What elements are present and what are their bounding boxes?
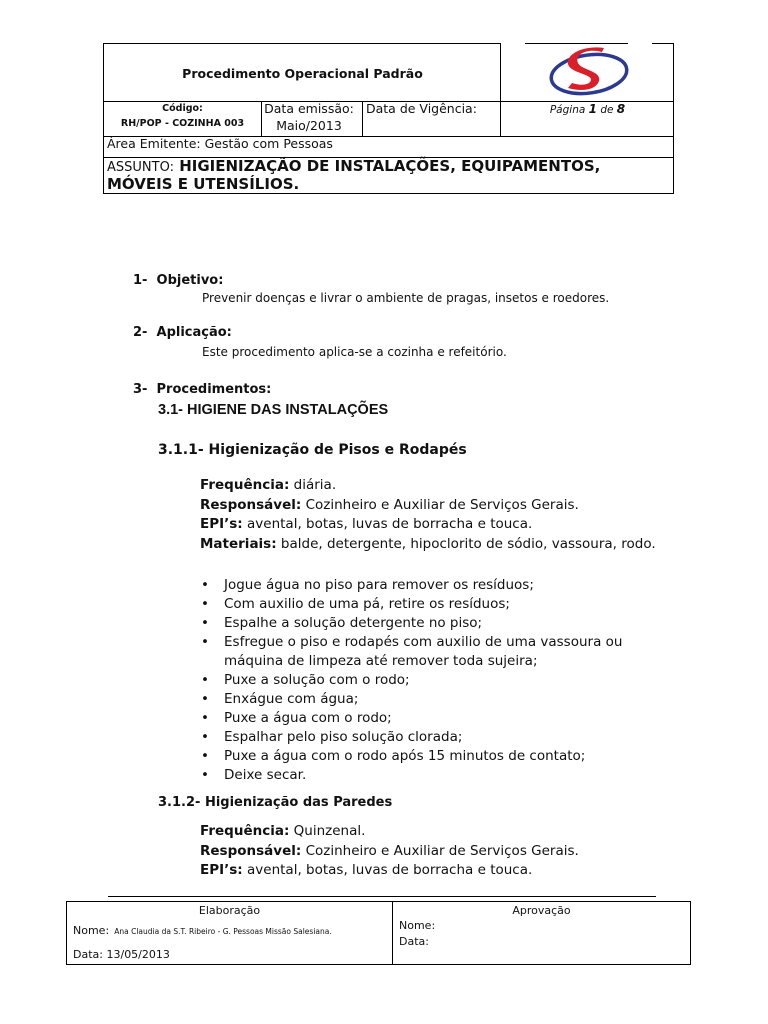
codigo-value: RH/POP - COZINHA 003 xyxy=(120,118,245,129)
list-item: • Esfregue o piso e rodapés com auxilio de uma vassoura ou máquina de limpeza até remover toda sujeira; xyxy=(198,633,638,671)
list-item: • Enxágue com água; xyxy=(198,690,638,709)
frequencia-label: Frequência: xyxy=(200,823,290,839)
pisos-steps-list xyxy=(198,576,638,785)
section-number: 2- xyxy=(133,325,148,340)
list-item: • Puxe a água com o rodo; xyxy=(198,709,638,728)
pagina-atual: 1 xyxy=(588,102,597,116)
subsection-3-1-2-heading xyxy=(158,795,392,810)
materiais-value: balde, detergente, hipoclorito de sódio, vassoura, rodo. xyxy=(280,535,656,552)
document-title: Procedimento Operacional Padrão xyxy=(182,65,423,81)
aprovacao-label: Aprovação xyxy=(512,904,571,917)
border-gap xyxy=(501,42,525,45)
subsection-title: Higienização de Pisos e Rodapés xyxy=(208,442,467,458)
list-item: • Puxe a água com o rodo após 15 minutos de contato; xyxy=(198,747,638,766)
subsection-title: HIGIENE DAS INSTALAÇÕES xyxy=(187,402,389,418)
page-indicator xyxy=(501,102,674,116)
section-title: Procedimentos: xyxy=(156,382,272,397)
nome-value: Ana Claudia da S.T. Ribeiro - G. Pessoas Missão Salesiana. xyxy=(114,927,332,936)
aprovacao-nome-label: Nome: xyxy=(399,919,436,932)
epis-value: avental, botas, luvas de borracha e touca. xyxy=(247,516,533,532)
pisos-details xyxy=(200,476,720,554)
list-item: • Deixe secar. xyxy=(198,766,638,785)
section-number: 1- xyxy=(133,273,148,288)
logo-mark-icon xyxy=(544,46,634,100)
subsection-title: Higienização das Paredes xyxy=(204,795,393,810)
responsavel-row xyxy=(200,496,720,516)
assunto xyxy=(107,158,667,193)
list-item: • Espalhe a solução detergente no piso; xyxy=(198,614,638,633)
frequencia-row xyxy=(200,476,720,496)
subsection-number: 3.1.2- xyxy=(158,795,201,810)
pagina-total: 8 xyxy=(616,102,626,116)
responsavel-value: Cozinheiro e Auxiliar de Serviços Gerais. xyxy=(305,496,579,513)
pagina-label: Página xyxy=(549,104,586,116)
section-title: Aplicação: xyxy=(156,325,232,340)
data-emissao-value: Maio/2013 xyxy=(276,118,342,133)
nome-label: Nome: xyxy=(73,924,110,937)
pagina-de: de xyxy=(600,104,614,116)
data-label: Data: xyxy=(73,948,103,961)
list-item: • Com auxilio de uma pá, retire os resíduos; xyxy=(198,595,638,614)
section-objetivo-heading xyxy=(133,273,223,288)
company-logo xyxy=(544,46,634,100)
responsavel-value: Cozinheiro e Auxiliar de Serviços Gerais. xyxy=(305,842,579,859)
section-aplicacao-heading xyxy=(133,325,232,340)
frequencia-value: diária. xyxy=(293,477,337,493)
data-vigencia-label: Data de Vigência: xyxy=(366,101,477,116)
subsection-3-1-heading xyxy=(158,402,388,418)
frequencia-value: Quinzenal. xyxy=(293,823,366,839)
codigo-label: Código: xyxy=(162,103,203,114)
responsavel-label: Responsável: xyxy=(200,496,302,513)
data-emissao-label: Data emissão: xyxy=(264,101,354,116)
subsection-3-1-1-heading xyxy=(158,442,467,458)
subsection-number: 3.1- xyxy=(158,402,183,418)
epis-label: EPI’s: xyxy=(200,862,243,878)
list-item: • Jogue água no piso para remover os resíduos; xyxy=(198,576,638,595)
section-procedimentos-heading xyxy=(133,382,271,397)
border-gap xyxy=(628,42,652,45)
divider xyxy=(362,101,363,136)
materiais-row xyxy=(200,535,720,555)
frequencia-row xyxy=(200,822,720,842)
paredes-details xyxy=(200,822,720,881)
assunto-label: ASSUNTO: xyxy=(107,160,174,175)
section-title: Objetivo: xyxy=(156,273,224,288)
section-number: 3- xyxy=(133,382,148,397)
epis-label: EPI’s: xyxy=(200,516,243,532)
list-item: • Puxe a solução com o rodo; xyxy=(198,671,638,690)
subsection-number: 3.1.1- xyxy=(158,442,204,458)
elaboracao-data xyxy=(73,948,170,961)
responsavel-label: Responsável: xyxy=(200,842,302,859)
elaboracao-label: Elaboração xyxy=(198,904,261,917)
epis-row xyxy=(200,861,720,881)
footer-table xyxy=(66,901,691,965)
epis-row xyxy=(200,515,720,535)
list-item: • Espalhar pelo piso solução clorada; xyxy=(198,728,638,747)
epis-value: avental, botas, luvas de borracha e touca. xyxy=(247,862,533,878)
materiais-label: Materiais: xyxy=(200,535,277,552)
frequencia-label: Frequência: xyxy=(200,477,290,493)
aprovacao-data-label: Data: xyxy=(399,935,429,948)
aplicacao-text: Este procedimento aplica-se a cozinha e refeitório. xyxy=(202,345,507,359)
elaboracao-nome xyxy=(73,919,332,938)
document-header-table xyxy=(103,43,674,194)
responsavel-row xyxy=(200,842,720,862)
footer-separator xyxy=(108,896,656,897)
objetivo-text: Prevenir doenças e livrar o ambiente de pragas, insetos e roedores. xyxy=(202,291,610,305)
area-emitente: Área Emitente: Gestão com Pessoas xyxy=(107,136,333,151)
data-value: 13/05/2013 xyxy=(106,948,170,961)
assunto-text: HIGIENIZAÇÃO DE INSTALAÇÕES, EQUIPAMENTOS, MÓVEIS E UTENSÍLIOS. xyxy=(107,157,601,193)
